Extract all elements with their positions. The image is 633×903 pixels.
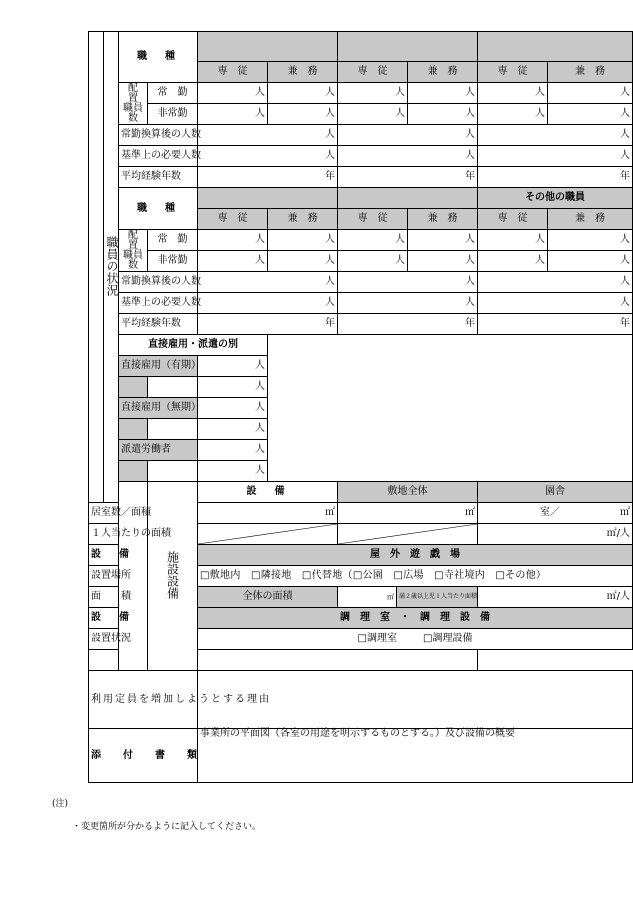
area-label: 面 積 <box>89 587 119 608</box>
over2-area-label: 満２歳以上児１人当たり面積 <box>397 587 477 607</box>
count-cell[interactable]: 人 <box>478 272 633 293</box>
required-label: 基準上の必要人数 <box>119 293 198 314</box>
avg-years-label: 平均経験年数 <box>119 167 198 188</box>
location-options[interactable]: □敷地内 □隣接地 □代替地（□公園 □広場 □寺社境内 □その他） <box>198 566 633 587</box>
count-cell[interactable]: 人 <box>408 230 478 251</box>
count-cell[interactable]: 人 <box>478 230 548 251</box>
employment-header: 直接雇用・派遣の別 <box>119 335 268 356</box>
count-cell[interactable]: 人 <box>198 440 268 461</box>
count-cell[interactable]: 人 <box>548 251 633 272</box>
form-table <box>88 31 633 783</box>
count-cell[interactable]: 人 <box>268 83 338 104</box>
spacer-row <box>89 650 478 671</box>
job-type-cell-4[interactable] <box>198 188 338 209</box>
job-type-label: 職 種 <box>119 188 198 230</box>
count-cell[interactable]: 人 <box>198 83 268 104</box>
count-cell[interactable]: 人 <box>338 272 478 293</box>
notes-label: (注) <box>52 799 69 809</box>
job-type-cell-3[interactable] <box>478 32 633 62</box>
col-part-header: 兼 務 <box>268 209 338 230</box>
area-cell[interactable]: ㎡ <box>338 503 478 524</box>
count-cell[interactable]: 人 <box>198 251 268 272</box>
assigned-staff-label: 配 置 職員数 <box>119 83 148 125</box>
job-type-cell-5[interactable] <box>338 188 478 209</box>
count-cell[interactable]: 人 <box>198 146 338 167</box>
years-cell[interactable]: 年 <box>338 167 478 188</box>
kitchen-status[interactable] <box>198 629 633 650</box>
count-cell[interactable]: 人 <box>408 251 478 272</box>
kitchen-header: 調 理 室 ・ 調 理 設 備 <box>198 608 633 629</box>
fixed-term-label: 直接雇用（有期） <box>119 356 198 377</box>
input-cell[interactable] <box>148 419 198 440</box>
job-type-label: 職 種 <box>119 32 198 83</box>
col-part-header: 兼 務 <box>548 209 633 230</box>
count-cell[interactable]: 人 <box>198 293 338 314</box>
job-type-cell-2[interactable] <box>338 32 478 62</box>
col-full-header: 専 従 <box>338 209 408 230</box>
kitchen-equip-checkbox[interactable]: □調理設備 <box>423 633 473 644</box>
total-area-label: 全体の面積 <box>198 587 338 608</box>
crossed-out-cell <box>338 524 478 545</box>
area-cell[interactable]: ㎡ <box>198 503 338 524</box>
converted-label: 常勤換算後の人数 <box>119 272 198 293</box>
input-cell[interactable] <box>148 461 198 482</box>
count-cell[interactable]: 人 <box>198 125 338 146</box>
count-cell[interactable]: 人 <box>338 146 478 167</box>
total-area-input[interactable]: ㎡ <box>338 587 397 607</box>
per-person-cell[interactable]: ㎡/人 <box>478 524 633 545</box>
col-full-header: 専 従 <box>478 62 548 83</box>
count-cell[interactable]: 人 <box>338 251 408 272</box>
years-cell[interactable]: 年 <box>198 314 338 335</box>
count-cell[interactable]: 人 <box>548 230 633 251</box>
notes <box>52 796 261 842</box>
increase-reason-label: 利用定員を増加しようとする理由 <box>89 671 198 729</box>
crossed-out-cell <box>198 524 338 545</box>
count-cell[interactable]: 人 <box>268 104 338 125</box>
count-cell[interactable]: 人 <box>198 377 268 398</box>
assigned-staff-label: 配 置 職員数 <box>119 230 148 272</box>
count-cell[interactable]: 人 <box>198 398 268 419</box>
count-cell[interactable]: 人 <box>268 251 338 272</box>
count-cell[interactable]: 人 <box>478 146 633 167</box>
count-cell[interactable]: 人 <box>198 104 268 125</box>
indefinite-label: 直接雇用（無期） <box>119 398 198 419</box>
count-cell[interactable]: 人 <box>338 230 408 251</box>
count-cell[interactable]: 人 <box>408 104 478 125</box>
per-person-label: １人当たりの面積 <box>89 524 119 545</box>
parttime-label: 非常勤 <box>148 251 198 272</box>
outer-left-margin <box>89 32 104 503</box>
avg-years-label: 平均経験年数 <box>119 314 198 335</box>
count-cell[interactable]: 人 <box>408 83 478 104</box>
converted-label: 常勤換算後の人数 <box>119 125 198 146</box>
spacer-cell <box>119 419 148 440</box>
kitchen-room-checkbox[interactable]: □調理室 <box>357 633 397 644</box>
equipment-label: 設 備 <box>89 608 119 629</box>
other-staff-header: その他の職員 <box>478 188 633 209</box>
count-cell[interactable]: 人 <box>338 83 408 104</box>
count-cell[interactable]: 人 <box>548 104 633 125</box>
over2-area-cell[interactable]: ㎡/人 <box>478 587 633 608</box>
count-cell[interactable]: 人 <box>478 251 548 272</box>
years-cell[interactable]: 年 <box>478 167 633 188</box>
attachments-text: 事業所の平面図（各室の用途を明示するものとする。）及び設備の概要 <box>198 729 633 783</box>
col-part-header: 兼 務 <box>548 62 633 83</box>
count-cell[interactable]: 人 <box>198 461 268 482</box>
fulltime-label: 常 勤 <box>148 83 198 104</box>
years-cell[interactable]: 年 <box>338 314 478 335</box>
spacer-cell <box>119 461 148 482</box>
count-cell[interactable]: 人 <box>338 293 478 314</box>
years-cell[interactable]: 年 <box>198 167 338 188</box>
count-cell[interactable]: 人 <box>548 83 633 104</box>
years-cell[interactable]: 年 <box>478 314 633 335</box>
spacer-cell <box>119 377 148 398</box>
col-part-header: 兼 務 <box>408 62 478 83</box>
count-cell[interactable]: 人 <box>198 230 268 251</box>
col-part-header: 兼 務 <box>268 62 338 83</box>
col-part-header: 兼 務 <box>408 209 478 230</box>
note-item: ・変更箇所が分かるように記入してください。 <box>72 822 262 832</box>
dispatch-label: 派遣労働者 <box>119 440 198 461</box>
attachments-label: 添 付 書 類 <box>89 729 198 783</box>
equipment-label: 設 備 <box>198 482 338 503</box>
location-label: 設置場所 <box>89 566 119 587</box>
area-split <box>338 587 478 608</box>
col-full-header: 専 従 <box>198 209 268 230</box>
count-cell[interactable]: 人 <box>478 293 633 314</box>
rooms-area-cell[interactable]: 室／ ㎡ <box>478 503 633 524</box>
count-cell[interactable]: 人 <box>338 125 478 146</box>
required-label: 基準上の必要人数 <box>119 146 198 167</box>
count-cell[interactable]: 人 <box>198 356 268 377</box>
status-label: 設置状況 <box>89 629 119 650</box>
playground-header: 屋 外 遊 戯 場 <box>198 545 633 566</box>
col-full-header: 専 従 <box>478 209 548 230</box>
col-full-header: 専 従 <box>198 62 268 83</box>
count-cell[interactable]: 人 <box>198 419 268 440</box>
staff-side-label: 職員の状況 <box>104 32 119 503</box>
building-header: 園舎 <box>478 482 633 503</box>
count-cell[interactable]: 人 <box>478 125 633 146</box>
fulltime-label: 常 勤 <box>148 230 198 251</box>
equipment-label: 設 備 <box>89 545 119 566</box>
site-total-header: 敷地全体 <box>338 482 478 503</box>
facility-side-label: 施設設備 <box>148 482 198 671</box>
count-cell[interactable]: 人 <box>478 104 548 125</box>
col-full-header: 専 従 <box>338 62 408 83</box>
count-cell[interactable]: 人 <box>338 104 408 125</box>
count-cell[interactable]: 人 <box>268 230 338 251</box>
parttime-label: 非常勤 <box>148 104 198 125</box>
count-cell[interactable]: 人 <box>198 272 338 293</box>
blank-area <box>268 335 633 482</box>
count-cell[interactable]: 人 <box>478 83 548 104</box>
rooms-area-label: 居室数／面積 <box>89 503 119 524</box>
job-type-cell-1[interactable] <box>198 32 338 62</box>
input-cell[interactable] <box>148 377 198 398</box>
